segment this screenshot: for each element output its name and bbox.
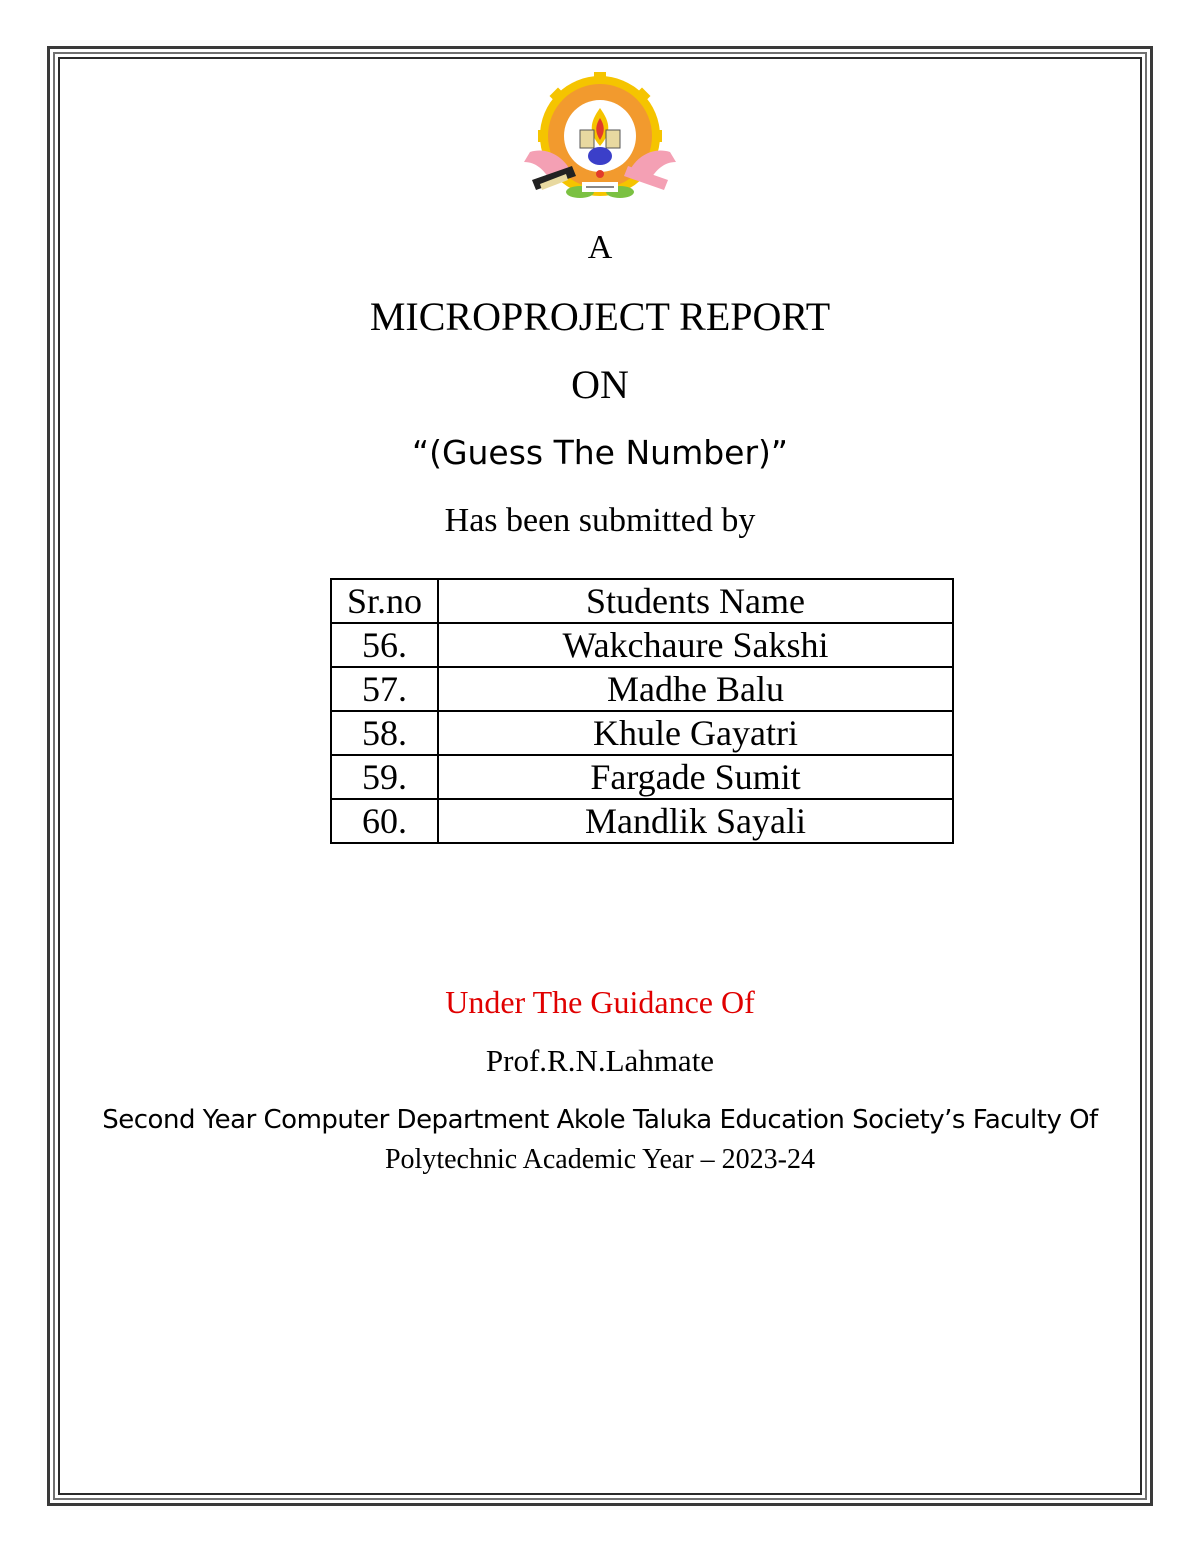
- table-row: [331, 755, 953, 799]
- sr-no-cell: 60.: [331, 799, 438, 843]
- header-students-name: Students Name: [438, 579, 953, 623]
- project-name: “(Guess The Number)”: [411, 433, 789, 472]
- logo-emblem: [588, 147, 612, 165]
- table-header-row: [331, 579, 953, 623]
- header-sr-no: Sr.no: [331, 579, 438, 623]
- table-row: [331, 667, 953, 711]
- sr-no-cell: 58.: [331, 711, 438, 755]
- academic-year-line: Polytechnic Academic Year – 2023-24: [384, 1144, 816, 1175]
- student-name-cell: Wakchaure Sakshi: [438, 623, 953, 667]
- guidance-label: Under The Guidance Of: [445, 984, 755, 1020]
- department-line: Second Year Computer Department Akole Taluka Education Society’s Faculty Of: [102, 1105, 1098, 1135]
- intro-a: A: [587, 229, 613, 266]
- sr-no-cell: 56.: [331, 623, 438, 667]
- submitted-by: Has been submitted by: [444, 502, 756, 539]
- report-on: ON: [571, 362, 629, 407]
- table-row: [331, 799, 953, 843]
- sr-no-cell: 57.: [331, 667, 438, 711]
- table-row: [331, 623, 953, 667]
- student-name-cell: Mandlik Sayali: [438, 799, 953, 843]
- student-name-cell: Madhe Balu: [438, 667, 953, 711]
- guide-name: Prof.R.N.Lahmate: [485, 1043, 715, 1078]
- students-table: [330, 578, 954, 844]
- institution-logo: [510, 70, 690, 205]
- student-name-cell: Fargade Sumit: [438, 755, 953, 799]
- sr-no-cell: 59.: [331, 755, 438, 799]
- student-name-cell: Khule Gayatri: [438, 711, 953, 755]
- table-row: [331, 711, 953, 755]
- report-title: MICROPROJECT REPORT: [369, 294, 831, 339]
